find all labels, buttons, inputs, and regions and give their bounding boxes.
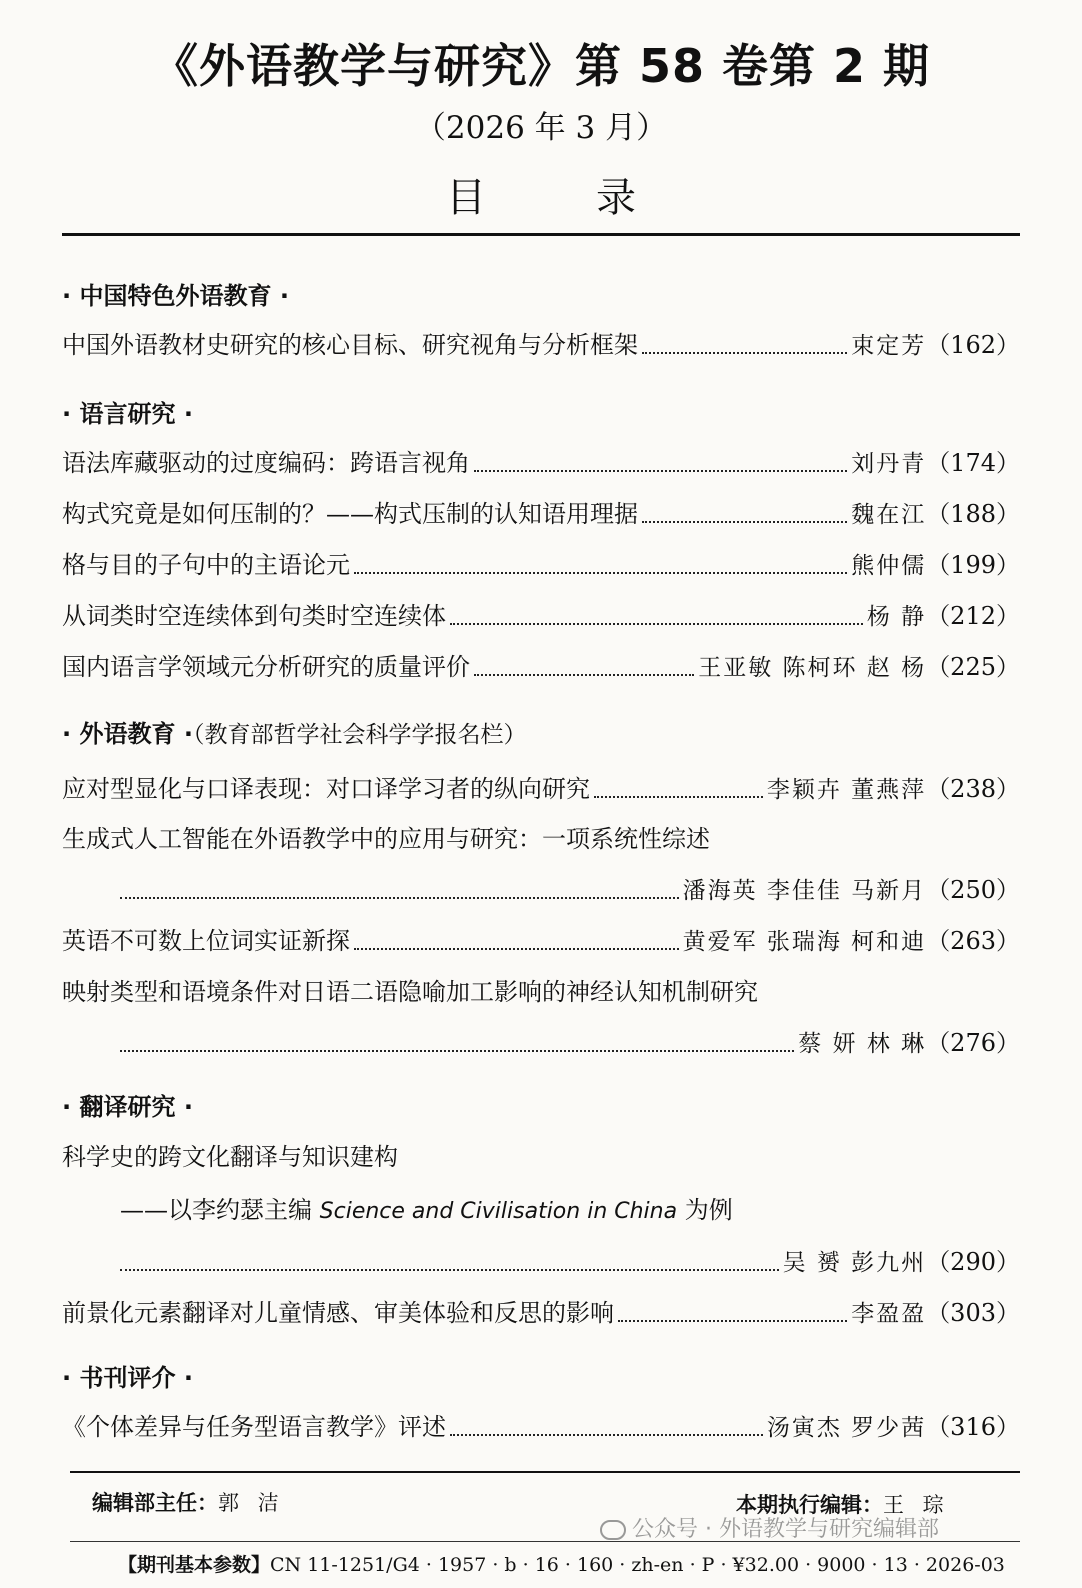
- section-heading: · 中国特色外语教育 ·: [62, 282, 289, 310]
- entry-title: 构式究竟是如何压制的？——构式压制的认知语用理据: [62, 500, 638, 528]
- toc-entry[interactable]: [62, 770, 1020, 804]
- dot-leader: [642, 352, 847, 354]
- section-note: （教育部哲学社会科学学报名栏）: [192, 722, 527, 748]
- toc-entry-leader-line[interactable]: [120, 871, 1020, 905]
- entry-title: 从词类时空连续体到句类时空连续体: [62, 602, 446, 630]
- entry-authors: 李盈盈: [851, 1301, 927, 1327]
- section-heading: · 翻译研究 ·: [62, 1093, 193, 1121]
- entry-authors: 杨 静: [866, 604, 927, 630]
- subtitle-suffix: 为例: [677, 1196, 733, 1224]
- params-value: CN 11-1251/G4 · 1957 · b · 16 · 160 · zh-en · P · ¥32.00 · 9000 · 13 · 2026-03: [270, 1554, 1005, 1576]
- entry-authors: 李颖卉 董燕萍: [766, 777, 927, 803]
- entry-page: （263）: [926, 927, 1020, 955]
- subtitle-work: Science and Civilisation in China: [319, 1199, 678, 1224]
- section-heading-text: · 外语教育 ·: [62, 720, 193, 748]
- journal-title: 《外语教学与研究》第 58 卷第 2 期: [151, 39, 931, 93]
- toc-entry-title-line[interactable]: [62, 973, 1020, 1007]
- entry-title: 格与目的子句中的主语论元: [62, 551, 350, 579]
- dot-leader: [450, 623, 863, 625]
- entry-page: （238）: [926, 775, 1020, 803]
- entry-page: （199）: [926, 551, 1020, 579]
- dot-leader: [354, 948, 679, 950]
- dot-leader: [594, 796, 763, 798]
- toc-entry-title-line[interactable]: [62, 1138, 1020, 1172]
- entry-authors: 刘丹青: [851, 451, 927, 477]
- section-heading: · 书刊评介 ·: [62, 1364, 193, 1392]
- entry-authors: 熊仲儒: [851, 553, 927, 579]
- entry-authors: 王亚敏 陈柯环 赵 杨: [698, 655, 927, 681]
- dot-leader: [474, 674, 694, 676]
- watermark-text: 公众号 · 外语教学与研究编辑部: [632, 1517, 939, 1542]
- params-rule: [70, 1541, 1020, 1542]
- dot-leader: [450, 1434, 763, 1436]
- top-rule: [62, 233, 1020, 236]
- dot-leader: [618, 1320, 847, 1322]
- toc-entry[interactable]: [62, 326, 1020, 360]
- subtitle-prefix: ——以李约瑟主编: [120, 1196, 320, 1224]
- entry-title: 国内语言学领域元分析研究的质量评价: [62, 653, 470, 681]
- entry-page: （212）: [926, 602, 1020, 630]
- entry-title: 科学史的跨文化翻译与知识建构: [62, 1143, 398, 1171]
- dot-leader: [120, 1269, 779, 1271]
- dot-leader: [354, 572, 847, 574]
- entry-page: （174）: [926, 449, 1020, 477]
- toc-entry[interactable]: [62, 546, 1020, 580]
- entry-title: 生成式人工智能在外语教学中的应用与研究：一项系统性综述: [62, 825, 710, 853]
- director-name: 郭 洁: [218, 1491, 285, 1515]
- entry-authors: 魏在江: [851, 502, 927, 528]
- toc-entry[interactable]: [62, 1408, 1020, 1442]
- toc-entry[interactable]: [62, 495, 1020, 529]
- entry-title: 应对型显化与口译表现：对口译学习者的纵向研究: [62, 775, 590, 803]
- toc-entry[interactable]: [62, 648, 1020, 682]
- toc-entry-leader-line[interactable]: [120, 1243, 1020, 1277]
- watermark: [600, 1512, 939, 1543]
- journal-params: [118, 1550, 1005, 1577]
- editor-label: 本期执行编辑：: [736, 1493, 883, 1517]
- section-heading: [62, 714, 526, 749]
- entry-authors: 吴 赟 彭九州: [782, 1250, 927, 1276]
- director-label: 编辑部主任：: [92, 1491, 218, 1515]
- dot-leader: [474, 470, 847, 472]
- entry-authors: 黄爱军 张瑞海 柯和迪: [682, 929, 927, 955]
- params-label: 【期刊基本参数】: [118, 1554, 271, 1576]
- issue-date: （2026 年 3 月）: [414, 110, 668, 146]
- dot-leader: [120, 1050, 794, 1052]
- entry-authors: 潘海英 李佳佳 马新月: [682, 878, 927, 904]
- toc-entry[interactable]: [62, 1294, 1020, 1328]
- entry-title: 前景化元素翻译对儿童情感、审美体验和反思的影响: [62, 1299, 614, 1327]
- entry-page: （225）: [926, 653, 1020, 681]
- wechat-icon: [600, 1520, 626, 1540]
- entry-page: （162）: [926, 331, 1020, 359]
- entry-title: 《个体差异与任务型语言教学》评述: [62, 1413, 446, 1441]
- entry-authors: 束定芳: [851, 333, 927, 359]
- entry-page: （250）: [926, 876, 1020, 904]
- editorial-director: [92, 1487, 285, 1517]
- toc-entry[interactable]: [62, 444, 1020, 478]
- dot-leader: [642, 521, 847, 523]
- entry-authors: 汤寅杰 罗少茜: [766, 1415, 927, 1441]
- entry-page: （303）: [926, 1299, 1020, 1327]
- toc-entry-leader-line[interactable]: [120, 1024, 1020, 1058]
- entry-page: （290）: [926, 1248, 1020, 1276]
- entry-page: （188）: [926, 500, 1020, 528]
- toc-entry[interactable]: [62, 597, 1020, 631]
- entry-title: 映射类型和语境条件对日语二语隐喻加工影响的神经认知机制研究: [62, 978, 758, 1006]
- entry-title: 中国外语教材史研究的核心目标、研究视角与分析框架: [62, 331, 638, 359]
- entry-page: （276）: [926, 1029, 1020, 1057]
- entry-page: （316）: [926, 1413, 1020, 1441]
- toc-entry[interactable]: [62, 922, 1020, 956]
- entry-subtitle: [120, 1190, 733, 1225]
- toc-entry-title-line[interactable]: [62, 820, 1020, 854]
- contents-heading: 目录: [446, 175, 746, 221]
- entry-title: 英语不可数上位词实证新探: [62, 927, 350, 955]
- editor-name: 王 琮: [883, 1493, 950, 1517]
- entry-authors: 蔡 妍 林 琳: [798, 1031, 927, 1057]
- dot-leader: [120, 897, 679, 899]
- bottom-rule: [70, 1471, 1020, 1473]
- entry-title: 语法库藏驱动的过度编码：跨语言视角: [62, 449, 470, 477]
- section-heading: · 语言研究 ·: [62, 400, 193, 428]
